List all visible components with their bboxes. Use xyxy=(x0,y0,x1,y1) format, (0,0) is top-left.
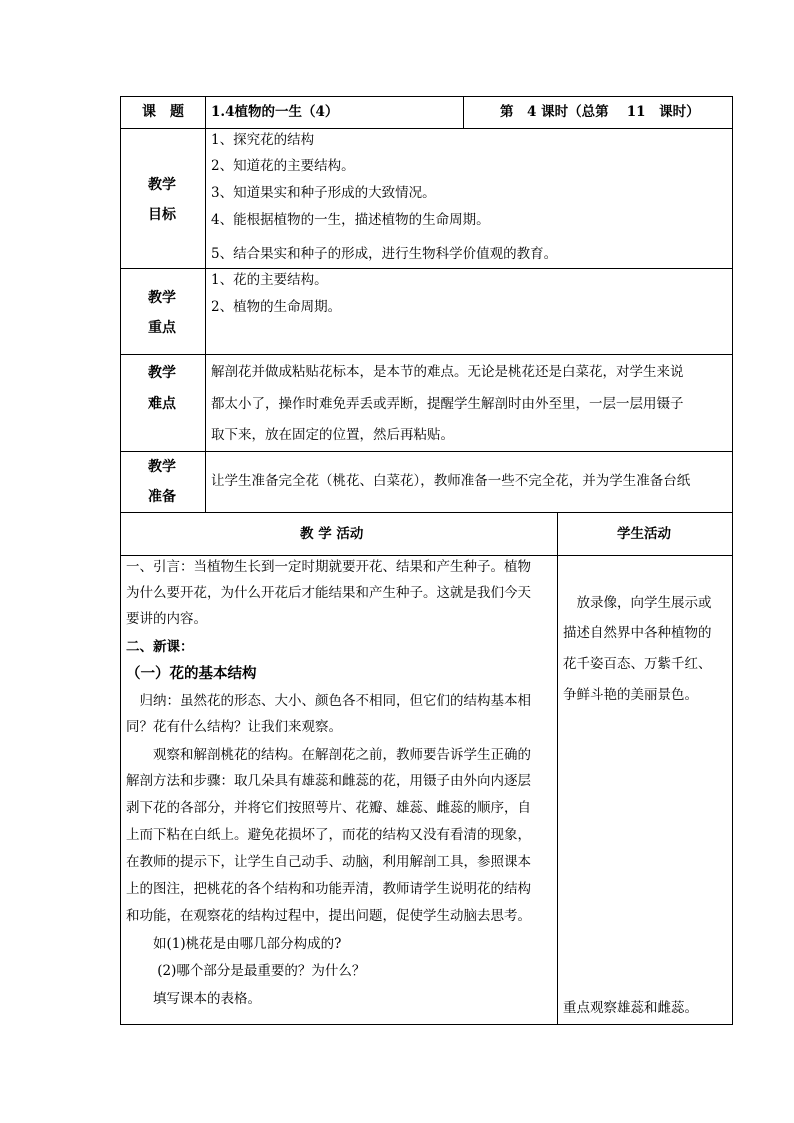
teacher-activity-line: 要讲的内容。 xyxy=(126,611,207,627)
student-activity-line: 花千姿百态、万紫千红、 xyxy=(563,656,712,672)
objective-item: 2、知道花的主要结构。 xyxy=(211,158,355,174)
student-activity-line: 描述自然界中各种植物的 xyxy=(563,625,712,641)
preparation-label: 教学 xyxy=(148,459,176,475)
row-divider xyxy=(120,555,733,556)
teacher-activity-line: (2)哪个部分是最重要的？为什么？ xyxy=(126,963,366,979)
label-column-divider xyxy=(205,96,206,512)
teacher-activity-line: 填写课本的表格。 xyxy=(126,991,261,1007)
lesson-number: 第 4 课时（总第 11 课时） xyxy=(500,104,700,120)
difficulties-label: 教学 xyxy=(148,365,176,381)
topic-label: 课 题 xyxy=(142,104,184,120)
key-point-item: 2、植物的生命周期。 xyxy=(211,299,342,315)
teacher-activity-line: 同？花有什么结构？让我们来观察。 xyxy=(126,719,342,735)
key-point-item: 1、花的主要结构。 xyxy=(211,272,328,288)
teacher-activity-line: 如(1)桃花是由哪几部分构成的? xyxy=(126,936,342,952)
header-column-divider xyxy=(463,96,464,128)
teacher-activity-line: 观察和解剖桃花的结构。在解剖花之前，教师要告诉学生正确的 xyxy=(126,747,531,763)
teacher-activity-line: 为什么要开花，为什么开花后才能结果和产生种子。这就是我们今天 xyxy=(126,585,531,601)
student-activity-line: 争鲜斗艳的美丽景色。 xyxy=(563,687,698,703)
objective-item: 1、探究花的结构 xyxy=(211,132,315,148)
teacher-activity-header: 教 学 活动 xyxy=(300,526,364,542)
teacher-activity-line: 和功能，在观察花的结构过程中，提出问题，促使学生动脑去思考。 xyxy=(126,908,531,924)
row-divider xyxy=(120,451,733,452)
difficulties-text: 都太小了，操作时难免弄丢或弄断，提醒学生解剖时由外至里，一层一层用镊子 xyxy=(211,396,684,412)
objective-item: 4、能根据植物的一生，描述植物的生命周期。 xyxy=(211,212,490,228)
student-activity-line: 放录像，向学生展示或 xyxy=(563,595,712,611)
lesson-title: 1.4植物的一生（4） xyxy=(211,104,339,120)
difficulties-label: 难点 xyxy=(148,396,176,412)
teacher-activity-heading: （一）花的基本结构 xyxy=(126,665,257,682)
preparation-label: 准备 xyxy=(148,489,176,505)
objectives-label: 教学 xyxy=(148,177,176,193)
row-divider xyxy=(120,512,733,513)
student-activity-header: 学生活动 xyxy=(617,526,671,542)
teacher-activity-line: 剥下花的各部分，并将它们按照萼片、花瓣、雄蕊、雌蕊的顺序，自 xyxy=(126,800,531,816)
teacher-activity-line: 上的图注，把桃花的各个结构和功能弄清，教师请学生说明花的结构 xyxy=(126,881,531,897)
difficulties-text: 取下来，放在固定的位置，然后再粘贴。 xyxy=(211,427,454,443)
teacher-activity-heading: 二、新课： xyxy=(126,639,194,655)
teacher-activity-line: 解剖方法和步骤：取几朵具有雄蕊和雌蕊的花，用镊子由外向内逐层 xyxy=(126,773,531,789)
teacher-activity-line: 上而下粘在白纸上。避免花损坏了，而花的结构又没有看清的现象， xyxy=(126,827,531,843)
teacher-activity-line: 一、引言：当植物生长到一定时期就要开花、结果和产生种子。植物 xyxy=(126,559,531,575)
key-points-label: 教学 xyxy=(148,290,176,306)
preparation-text: 让学生准备完全花（桃花、白菜花），教师准备一些不完全花，并为学生准备台纸 xyxy=(211,473,691,489)
objective-item: 3、知道果实和种子形成的大致情况。 xyxy=(211,185,436,201)
student-activity-footer: 重点观察雄蕊和雌蕊。 xyxy=(563,1000,698,1016)
row-divider xyxy=(120,268,733,269)
difficulties-text: 解剖花并做成粘贴花标本，是本节的难点。无论是桃花还是白菜花，对学生来说 xyxy=(211,364,684,380)
teacher-activity-line: 在教师的提示下，让学生自己动手、动脑，利用解剖工具，参照课本 xyxy=(126,854,531,870)
row-divider xyxy=(120,354,733,355)
key-points-label: 重点 xyxy=(148,320,176,336)
objectives-label: 目标 xyxy=(148,207,176,223)
teacher-activity-line: 归纳：虽然花的形态、大小、颜色各不相同，但它们的结构基本相 xyxy=(126,693,531,709)
objective-item: 5、结合果实和种子的形成，进行生物科学价值观的教育。 xyxy=(211,246,558,262)
activity-column-divider xyxy=(557,512,558,1025)
row-divider xyxy=(120,128,733,129)
